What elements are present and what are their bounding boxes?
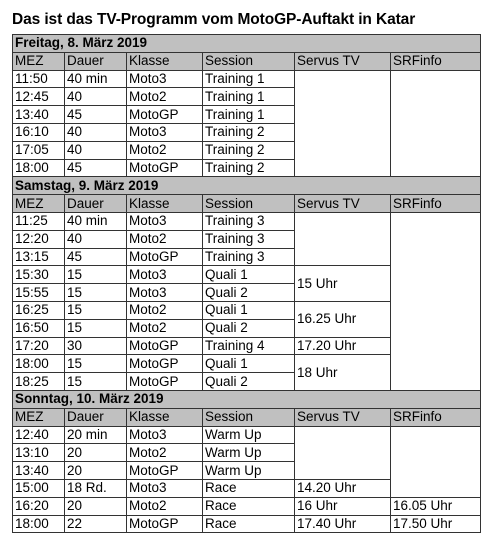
header-mez: MEZ — [13, 408, 65, 426]
duration-cell: 40 min — [65, 212, 127, 230]
header-session: Session — [203, 195, 295, 213]
time-cell: 15:00 — [13, 479, 65, 497]
session-cell: Warm Up — [203, 462, 295, 480]
session-cell: Training 2 — [203, 123, 295, 141]
time-cell: 17:20 — [13, 337, 65, 355]
day-row — [13, 177, 481, 195]
session-cell: Quali 1 — [203, 266, 295, 284]
time-cell: 16:25 — [13, 301, 65, 319]
header-servus-tv: Servus TV — [295, 195, 391, 213]
day-label: Freitag, 8. März 2019 — [13, 35, 481, 53]
session-cell: Training 3 — [203, 230, 295, 248]
page-title: Das ist das TV-Programm vom MotoGP-Auftakt in Katar — [12, 11, 416, 28]
class-cell: MotoGP — [127, 355, 203, 373]
header-dauer: Dauer — [65, 52, 127, 70]
header-klasse: Klasse — [127, 195, 203, 213]
duration-cell: 22 — [65, 515, 127, 533]
srfinfo-cell — [391, 212, 481, 390]
time-cell: 17:05 — [13, 141, 65, 159]
header-mez: MEZ — [13, 195, 65, 213]
session-cell: Training 3 — [203, 212, 295, 230]
session-cell: Training 2 — [203, 159, 295, 177]
time-cell: 13:15 — [13, 248, 65, 266]
class-cell: Moto3 — [127, 479, 203, 497]
duration-cell: 45 — [65, 106, 127, 124]
time-cell: 11:25 — [13, 212, 65, 230]
class-cell: Moto3 — [127, 266, 203, 284]
servus-tv-cell — [295, 70, 391, 177]
table-row — [13, 515, 481, 533]
duration-cell: 30 — [65, 337, 127, 355]
time-cell: 12:40 — [13, 426, 65, 444]
duration-cell: 40 min — [65, 70, 127, 88]
table-row — [13, 70, 481, 88]
duration-cell: 18 Rd. — [65, 479, 127, 497]
session-cell: Race — [203, 515, 295, 533]
session-cell: Training 1 — [203, 88, 295, 106]
time-cell: 15:30 — [13, 266, 65, 284]
class-cell: Moto3 — [127, 426, 203, 444]
header-srfinfo: SRFinfo — [391, 408, 481, 426]
header-servus-tv: Servus TV — [295, 408, 391, 426]
class-cell: Moto3 — [127, 212, 203, 230]
class-cell: Moto2 — [127, 88, 203, 106]
duration-cell: 45 — [65, 248, 127, 266]
session-cell: Training 4 — [203, 337, 295, 355]
duration-cell: 40 — [65, 230, 127, 248]
duration-cell: 15 — [65, 355, 127, 373]
time-cell: 12:45 — [13, 88, 65, 106]
servus-tv-cell: 16.25 Uhr — [295, 301, 391, 337]
session-cell: Quali 2 — [203, 284, 295, 302]
class-cell: Moto2 — [127, 444, 203, 462]
header-dauer: Dauer — [65, 408, 127, 426]
header-klasse: Klasse — [127, 52, 203, 70]
time-cell: 11:50 — [13, 70, 65, 88]
tv-schedule-table — [12, 34, 481, 533]
srfinfo-cell — [391, 70, 481, 177]
duration-cell: 15 — [65, 373, 127, 391]
day-row — [13, 35, 481, 53]
header-session: Session — [203, 408, 295, 426]
servus-tv-cell — [295, 212, 391, 265]
column-header-row — [13, 195, 481, 213]
time-cell: 15:55 — [13, 284, 65, 302]
srfinfo-cell — [391, 426, 481, 497]
servus-tv-cell — [295, 426, 391, 479]
header-session: Session — [203, 52, 295, 70]
header-dauer: Dauer — [65, 195, 127, 213]
duration-cell: 45 — [65, 159, 127, 177]
table-row — [13, 426, 481, 444]
class-cell: Moto2 — [127, 301, 203, 319]
session-cell: Race — [203, 479, 295, 497]
class-cell: MotoGP — [127, 373, 203, 391]
duration-cell: 20 min — [65, 426, 127, 444]
session-cell: Quali 2 — [203, 319, 295, 337]
servus-tv-cell: 17.40 Uhr — [295, 515, 391, 533]
class-cell: Moto3 — [127, 70, 203, 88]
day-label: Sonntag, 10. März 2019 — [13, 390, 481, 408]
schedule-body — [13, 35, 481, 533]
header-klasse: Klasse — [127, 408, 203, 426]
class-cell: MotoGP — [127, 159, 203, 177]
time-cell: 16:20 — [13, 497, 65, 515]
session-cell: Quali 1 — [203, 301, 295, 319]
time-cell: 18:00 — [13, 355, 65, 373]
session-cell: Training 1 — [203, 106, 295, 124]
class-cell: Moto3 — [127, 284, 203, 302]
session-cell: Quali 1 — [203, 355, 295, 373]
class-cell: MotoGP — [127, 515, 203, 533]
class-cell: MotoGP — [127, 248, 203, 266]
servus-tv-cell: 14.20 Uhr — [295, 479, 391, 497]
day-row — [13, 390, 481, 408]
servus-tv-cell: 17.20 Uhr — [295, 337, 391, 355]
time-cell: 18:00 — [13, 515, 65, 533]
duration-cell: 40 — [65, 88, 127, 106]
class-cell: Moto2 — [127, 141, 203, 159]
duration-cell: 15 — [65, 266, 127, 284]
duration-cell: 40 — [65, 123, 127, 141]
duration-cell: 15 — [65, 319, 127, 337]
duration-cell: 20 — [65, 462, 127, 480]
duration-cell: 40 — [65, 141, 127, 159]
servus-tv-cell: 16 Uhr — [295, 497, 391, 515]
session-cell: Warm Up — [203, 444, 295, 462]
session-cell: Quali 2 — [203, 373, 295, 391]
duration-cell: 15 — [65, 284, 127, 302]
table-row — [13, 497, 481, 515]
srfinfo-cell: 17.50 Uhr — [391, 515, 481, 533]
servus-tv-cell: 15 Uhr — [295, 266, 391, 302]
time-cell: 18:25 — [13, 373, 65, 391]
duration-cell: 20 — [65, 497, 127, 515]
header-srfinfo: SRFinfo — [391, 52, 481, 70]
session-cell: Training 1 — [203, 70, 295, 88]
session-cell: Training 3 — [203, 248, 295, 266]
time-cell: 18:00 — [13, 159, 65, 177]
class-cell: Moto2 — [127, 319, 203, 337]
column-header-row — [13, 52, 481, 70]
class-cell: Moto2 — [127, 497, 203, 515]
time-cell: 16:10 — [13, 123, 65, 141]
time-cell: 13:40 — [13, 106, 65, 124]
time-cell: 12:20 — [13, 230, 65, 248]
session-cell: Warm Up — [203, 426, 295, 444]
day-label: Samstag, 9. März 2019 — [13, 177, 481, 195]
table-row — [13, 212, 481, 230]
class-cell: Moto2 — [127, 230, 203, 248]
time-cell: 13:40 — [13, 462, 65, 480]
servus-tv-cell: 18 Uhr — [295, 355, 391, 391]
column-header-row — [13, 408, 481, 426]
srfinfo-cell: 16.05 Uhr — [391, 497, 481, 515]
header-servus-tv: Servus TV — [295, 52, 391, 70]
duration-cell: 15 — [65, 301, 127, 319]
class-cell: MotoGP — [127, 106, 203, 124]
header-srfinfo: SRFinfo — [391, 195, 481, 213]
class-cell: Moto3 — [127, 123, 203, 141]
header-mez: MEZ — [13, 52, 65, 70]
session-cell: Race — [203, 497, 295, 515]
time-cell: 16:50 — [13, 319, 65, 337]
page-content — [12, 10, 481, 533]
time-cell: 13:10 — [13, 444, 65, 462]
class-cell: MotoGP — [127, 462, 203, 480]
class-cell: MotoGP — [127, 337, 203, 355]
duration-cell: 20 — [65, 444, 127, 462]
session-cell: Training 2 — [203, 141, 295, 159]
